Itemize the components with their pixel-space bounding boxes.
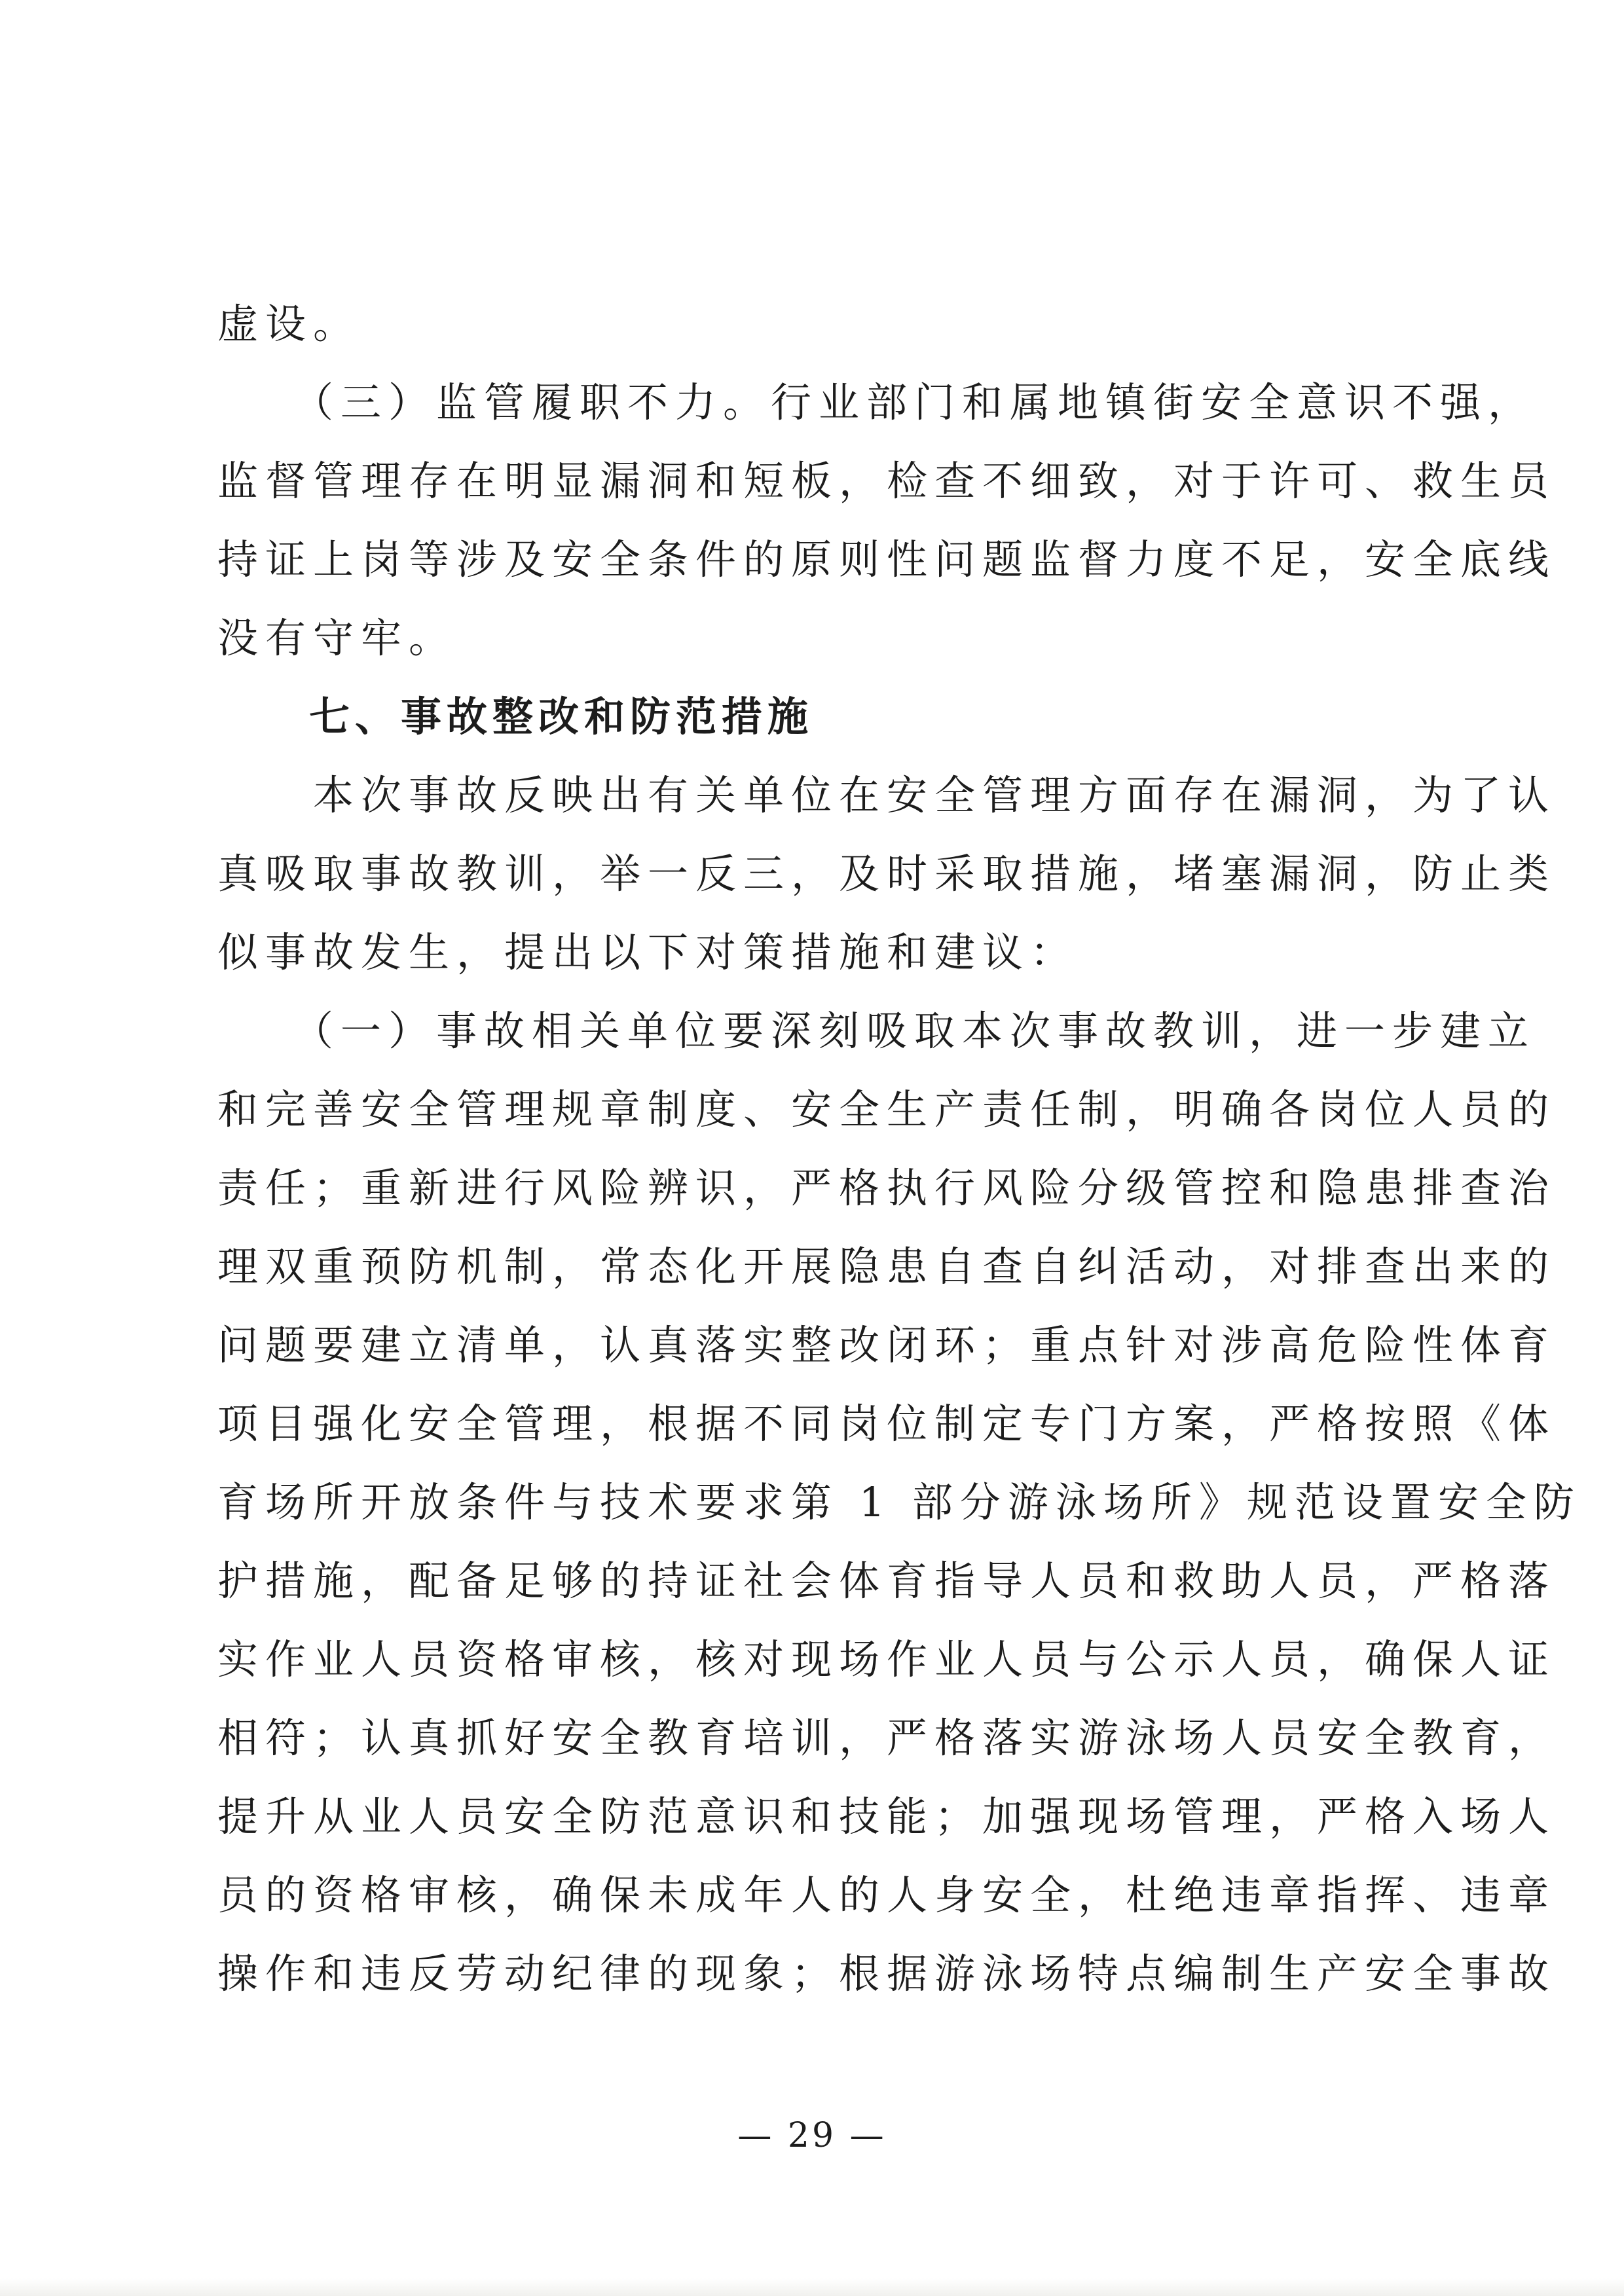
text-line: 本次事故反映出有关单位在安全管理方面存在漏洞，为了认 xyxy=(217,771,1557,819)
text-line: 提升从业人员安全防范意识和技能；加强现场管理，严格入场人 xyxy=(217,1793,1557,1840)
text-line: 责任；重新进行风险辨识，严格执行风险分级管控和隐患排查治 xyxy=(217,1164,1557,1212)
text-line: 问题要建立清单，认真落实整改闭环；重点针对涉高危险性体育 xyxy=(217,1321,1557,1369)
text-line: 实作业人员资格审核，核对现场作业人员与公示人员，确保人证 xyxy=(217,1635,1557,1683)
text-line: 相符；认真抓好安全教育培训，严格落实游泳场人员安全教育， xyxy=(217,1714,1557,1762)
text-line: 员的资格审核，确保未成年人的人身安全，杜绝违章指挥、违章 xyxy=(217,1871,1557,1919)
section-heading: 七、事故整改和防范措施 xyxy=(217,693,814,740)
text-line: 监督管理存在明显漏洞和短板，检查不细致，对于许可、救生员 xyxy=(217,457,1557,505)
text-line: 理双重预防机制，常态化开展隐患自查自纠活动，对排查出来的 xyxy=(217,1243,1557,1290)
text-line: 项目强化安全管理，根据不同岗位制定专门方案，严格按照《体 xyxy=(217,1400,1557,1448)
text-line: （一）事故相关单位要深刻吸取本次事故教训，进一步建立 xyxy=(217,1007,1536,1055)
scan-edge xyxy=(0,2278,1624,2296)
text-line: 虚设。 xyxy=(217,300,361,348)
text-line: 护措施，配备足够的持证社会体育指导人员和救助人员，严格落 xyxy=(217,1557,1557,1605)
text-line: 操作和违反劳动纪律的现象；根据游泳场特点编制生产安全事故 xyxy=(217,1950,1557,1997)
page-number: — 29 — xyxy=(737,2116,887,2155)
text-line: 持证上岗等涉及安全条件的原则性问题监督力度不足，安全底线 xyxy=(217,536,1557,583)
text-line: 育场所开放条件与技术要求第 1 部分游泳场所》规范设置安全防 xyxy=(217,1478,1581,1526)
text-line: 真吸取事故教训，举一反三，及时采取措施，堵塞漏洞，防止类 xyxy=(217,850,1557,898)
body-text xyxy=(217,285,1581,2013)
text-line: （三）监管履职不力。行业部门和属地镇街安全意识不强， xyxy=(217,378,1536,426)
text-line: 和完善安全管理规章制度、安全生产责任制，明确各岗位人员的 xyxy=(217,1085,1557,1133)
text-line: 没有守牢。 xyxy=(217,614,457,662)
text-line: 似事故发生，提出以下对策措施和建议： xyxy=(217,928,1079,976)
